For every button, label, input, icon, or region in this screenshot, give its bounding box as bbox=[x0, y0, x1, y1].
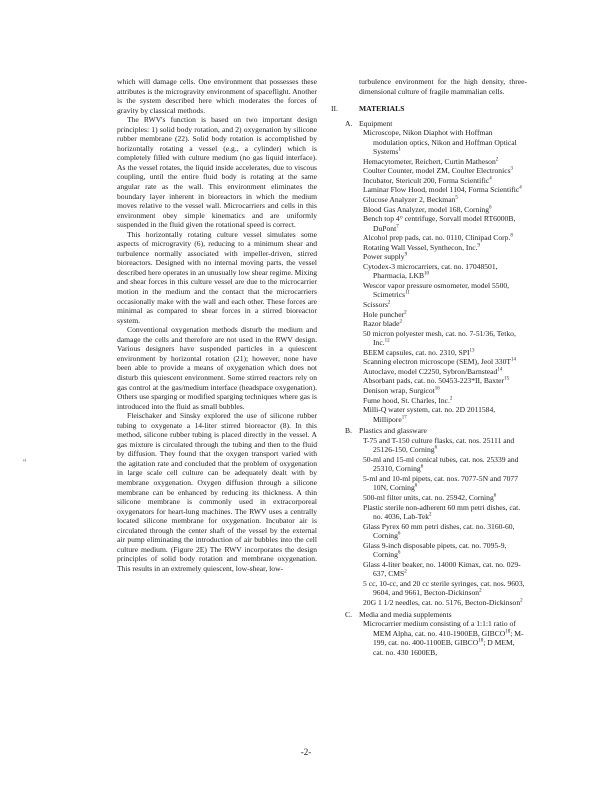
item-text: Razor blade bbox=[363, 319, 400, 329]
right-column bbox=[331, 77, 527, 657]
item-text: Scanning electron microscope (SEM), Jeol 330T bbox=[363, 357, 512, 367]
body-paragraph: Conventional oxygenation methods disturb the medium and damage the cells and therefore are not used in the RWV design. Various designers have suspended particles in a quiescent environment by horizontal rotation (21); however, none have been able to provide a means of oxygenation which does not disturb this quiescent environment. Some stirred reactors rely on gas control at the gas/medium interface (headspace oxygenation). Others use sparging or modified sparging techniques where gas is introduced into the fluid as small bubbles. bbox=[117, 325, 317, 411]
section-title: MATERIALS bbox=[359, 104, 405, 114]
footnote-marker: 6 bbox=[397, 531, 401, 537]
footnote-marker: 12 bbox=[384, 338, 390, 344]
footnote-marker: 11 bbox=[405, 290, 410, 296]
material-item bbox=[331, 405, 527, 424]
footnote-marker: 2 bbox=[449, 395, 453, 401]
footnote-marker: 2 bbox=[429, 512, 432, 518]
material-item bbox=[331, 474, 527, 493]
material-item bbox=[331, 348, 527, 358]
item-text: Incubator, Stericult 200, Forma Scientific bbox=[363, 175, 490, 185]
subsection-letter: A. bbox=[345, 118, 353, 128]
subsection-letter: B. bbox=[345, 426, 352, 436]
item-text: Hole puncher bbox=[363, 309, 405, 319]
item-text: Scissors bbox=[363, 300, 388, 310]
item-text: Milli-Q water system, cat. no. 2D 2011584, Millipore bbox=[363, 405, 496, 424]
footnote-marker: 6 bbox=[397, 550, 401, 556]
item-text: Alcohol prep pads, cat. no. 0110, Clinipad Corp. bbox=[363, 233, 511, 243]
material-item bbox=[331, 243, 527, 253]
subsection-heading bbox=[331, 610, 527, 620]
item-text: Absorbant pads, cat. no. 50453-223*II, Baxter bbox=[363, 376, 505, 386]
material-item bbox=[331, 598, 527, 608]
item-text: ; D MEM, cat. no. 430 1600EB, bbox=[373, 638, 515, 657]
item-text: 20G 1 1/2 needles, cat. no. 5176, Becton-Dickinson bbox=[363, 597, 521, 607]
material-item bbox=[331, 522, 527, 541]
item-text: Denison wrap, Surgicot bbox=[363, 385, 435, 395]
material-item bbox=[331, 493, 527, 503]
footnote-marker: 14 bbox=[511, 357, 517, 363]
material-item bbox=[331, 310, 527, 320]
item-text: 5 cc, 10-cc, and 20 cc sterile syringes, cat. nos. 9603, 9604, and 9661, Becton-Dickinson bbox=[363, 578, 525, 598]
footnote-marker: 9 bbox=[477, 243, 480, 249]
margin-mark: " bbox=[23, 458, 27, 467]
material-item bbox=[331, 252, 527, 262]
item-text: 50-ml and 15-ml conical tubes, cat. nos. 25339 and 25310, Corning bbox=[363, 454, 519, 474]
material-item bbox=[331, 195, 527, 205]
footnote-marker: 3 bbox=[510, 166, 514, 172]
footnote-marker: 15 bbox=[504, 376, 510, 382]
footnote-marker: 7 bbox=[396, 224, 399, 230]
material-item bbox=[331, 396, 527, 406]
material-item bbox=[331, 455, 527, 474]
item-text: Glass 4-liter beaker, no. 14000 Kimax, cat. no. 029-637, CMS bbox=[363, 559, 521, 579]
material-item bbox=[331, 233, 527, 243]
footnote-marker: 8 bbox=[510, 233, 513, 239]
subsection-title: Media and media supplements bbox=[359, 609, 452, 619]
material-item bbox=[331, 157, 527, 167]
material-item bbox=[331, 357, 527, 367]
section-number: II. bbox=[331, 104, 338, 114]
footnote-marker: 2 bbox=[479, 588, 482, 594]
footnote-marker: 6 bbox=[489, 205, 492, 211]
footnote-marker: 18 bbox=[505, 629, 511, 635]
item-text: Hemacytometer, Reichert, Curtin Matheson bbox=[363, 156, 496, 166]
item-text: Laminar Flow Hood, model 1104, Forma Scientific bbox=[363, 185, 520, 195]
footnote-marker: 2 bbox=[520, 598, 523, 604]
item-text: Blood Gas Analyzer, model 168, Corning bbox=[363, 204, 490, 214]
body-paragraph: The RWV's function is based on two important design principles: 1) solid body rotation, and 2) oxygenation by silicone rubber membrane (22). Solid body rotation is accomplished by horizontally rotating a vessel (e.g., a cylinder) which is completely filled with culture medium (no gas liquid interface). As the vessel rotates, the liquid inside accelerates, due to viscous coupling, until the entire fluid body is rotating at the same angular rate as the wall. This environment eliminates the boundary layer inherent in bioreactors in which the medium moves relative to the vessel wall. Microcarriers and cells in this environment obey simple kinematics and are uniformly suspended in the fluid given the rotational speed is correct. bbox=[117, 115, 317, 230]
footnote-marker: 13 bbox=[469, 348, 475, 354]
material-item bbox=[331, 300, 527, 310]
item-text: Rotating Wall Vessel, Synthecon, Inc. bbox=[363, 242, 478, 252]
material-item bbox=[331, 128, 527, 157]
subsection-heading bbox=[331, 426, 527, 436]
body-paragraph: which will damage cells. One environment that possesses these attributes is the microgravity environment of spaceflight. Another is the system described here which moderates the forces of gravity by classical methods. bbox=[117, 77, 317, 115]
material-item bbox=[331, 176, 527, 186]
item-text: 5-ml and 10-ml pipets, cat. nos. 7077-5N and 7077 10N, Corning bbox=[363, 473, 519, 493]
footnote-marker: 6 bbox=[420, 464, 424, 470]
footnote-marker: 16 bbox=[434, 386, 440, 392]
item-text: Autoclave, model C2250, Sybron/Barnstead bbox=[363, 366, 498, 376]
subsection-heading bbox=[331, 119, 527, 129]
material-item bbox=[331, 185, 527, 195]
item-text: Cytodex-3 microcarriers, cat. no. 17048501, Pharmacia, LKB bbox=[363, 261, 498, 281]
material-item bbox=[331, 436, 527, 455]
material-item bbox=[331, 214, 527, 233]
item-text: Bench top 4° centrifuge, Sorvall model RT6000B, DuPont bbox=[363, 214, 516, 233]
material-item bbox=[331, 367, 527, 377]
item-text: ; M-199, cat. no. 400-1100EB, GIBCO bbox=[373, 628, 524, 648]
material-item bbox=[331, 560, 527, 579]
footnote-marker: 5 bbox=[455, 195, 458, 201]
material-item bbox=[331, 281, 527, 300]
material-item bbox=[331, 503, 527, 522]
subsection-title: Plastics and glassware bbox=[359, 426, 427, 436]
item-text: Wescor vapor pressure osmometer, model 5500, Scimetrics bbox=[363, 280, 510, 300]
subsection-list bbox=[331, 119, 527, 658]
left-column bbox=[117, 77, 317, 573]
item-text: Glass Pyrex 60 mm petri dishes, cat. no. 3160-60, Corning bbox=[363, 521, 515, 541]
body-paragraph: This horizontally rotating culture vessel simulates some aspects of microgravity (6), reducing to a minimum shear and turbulence normally associated with impeller-driven, stirred bioreactors. Designed with no internal moving parts, the vessel described here operates in an unusually low shear regime. Mixing and shear forces in this culture vessel are due to the microcarrier motion in the medium and the contact that the microcarriers occasionally make with the wall and each other. These forces are minimal as compared to shear forces in a stirred bioreactor system. bbox=[117, 229, 317, 325]
footnote-marker: 6 bbox=[434, 445, 438, 451]
item-text: BEEM capsules, cat. no. 2310, SPI bbox=[363, 347, 470, 357]
right-intro-paragraph: turbulence environment for the high density, three-dimensional culture of fragile mammalian cells. bbox=[359, 77, 527, 96]
body-paragraph: Fleischaker and Sinsky explored the use of silicone rubber tubing to oxygenate a 14-liter stirred bioreactor (8). In this method, silicone rubber tubing is placed directly in the vessel. A gas mixture is circulated through the tubing and then to the fluid by diffusion. They found that the oxygen transport varied with the agitation rate and concluded that the problem of oxygenation in large scale cell culture can be adequately dealt with by membrane oxygenation. Oxygen diffusion through a silicone membrane can be enhanced by reducing its thickness. A thin silicone membrane is commonly used in extracorporeal oxygenators for heart-lung machines. The RWV uses a centrally located silicone membrane for oxygenation. Incubator air is circulated through the center shaft of the vessel by the external air pump eliminating the introduction of air bubbles into the cell culture medium. (Figure 2E) The RWV incorporates the design principles of solid body rotation and membrane oxygenation. This results in an extremely quiescent, low-shear, low- bbox=[117, 411, 317, 573]
material-item bbox=[331, 319, 527, 329]
footnote-marker: 2 bbox=[404, 310, 407, 316]
subsection-letter: C. bbox=[345, 609, 352, 619]
footnote-marker: 9 bbox=[404, 252, 408, 258]
item-text: 50 micron polyester mesh, cat. no. 7-51/36, Tetko, Inc. bbox=[363, 328, 516, 348]
subsection-title: Equipment bbox=[359, 118, 393, 128]
item-text: Coulter Counter, model ZM, Coulter Electronics bbox=[363, 166, 511, 176]
material-item bbox=[331, 386, 527, 396]
section-heading bbox=[331, 104, 527, 114]
footnote-marker: 14 bbox=[497, 367, 503, 373]
item-text: Glass 9-inch disposable pipets, cat. no. 7095-9, Corning bbox=[363, 540, 507, 560]
item-text: Fume hood, St. Charles, Inc. bbox=[363, 395, 450, 405]
footnote-marker: 6 bbox=[414, 483, 418, 489]
item-text: Glucose Analyzer 2, Beckman bbox=[363, 195, 456, 205]
footnote-marker: 2 bbox=[404, 569, 407, 575]
material-item bbox=[331, 376, 527, 386]
material-item bbox=[331, 205, 527, 215]
item-text: Plastic sterile non-adherent 60 mm petri dishes, cat. no. 4036, Lab-Tek bbox=[363, 502, 521, 522]
footnote-marker: 2 bbox=[387, 300, 391, 306]
material-item bbox=[331, 579, 527, 598]
page-number: -2- bbox=[300, 747, 312, 757]
footnote-marker: 6 bbox=[493, 493, 497, 499]
material-item bbox=[331, 619, 527, 657]
material-item bbox=[331, 329, 527, 348]
material-item bbox=[331, 541, 527, 560]
item-text: Microcarrier medium consisting of a 1:1:1 ratio of MEM Alpha, cat. no. 410-1900EB, GIBCO bbox=[363, 619, 516, 638]
item-text: Microscope, Nikon Diaphot with Hoffman modulation optics, Nikon and Hoffman Optical Systems bbox=[363, 128, 517, 157]
item-text: 500-ml filter units, cat. no. 25942, Corning bbox=[363, 492, 494, 502]
footnote-marker: 2 bbox=[495, 157, 499, 163]
footnote-marker: 1 bbox=[398, 147, 401, 153]
item-text: T-75 and T-150 culture flasks, cat. nos. 25111 and 25126-150, Corning bbox=[363, 435, 515, 455]
footnote-marker: 17 bbox=[401, 415, 407, 421]
footnote-marker: 10 bbox=[424, 271, 430, 277]
material-item bbox=[331, 262, 527, 281]
footnote-marker: 18 bbox=[478, 638, 484, 644]
footnote-marker: 4 bbox=[519, 185, 522, 191]
item-text: Power supply bbox=[363, 252, 405, 262]
footnote-marker: 2 bbox=[399, 319, 402, 325]
footnote-marker: 4 bbox=[489, 176, 492, 182]
material-item bbox=[331, 166, 527, 176]
